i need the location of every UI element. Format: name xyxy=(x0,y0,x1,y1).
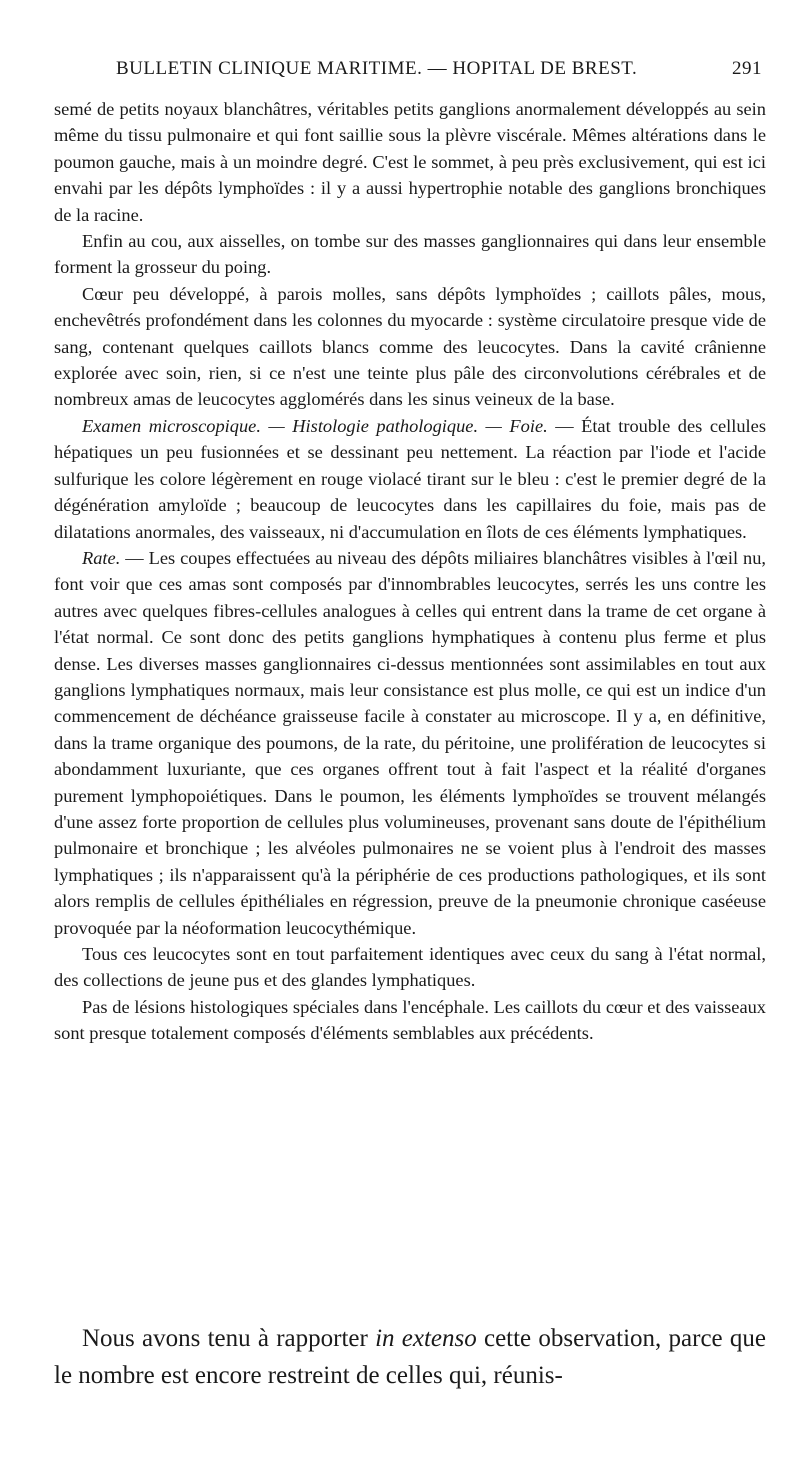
page-number: 291 xyxy=(732,58,762,79)
section-heading-spleen: Rate. xyxy=(82,547,121,568)
paragraph-leucocytes: Tous ces leucocytes sont en tout parfaitement identiques avec ceux du sang à l'état normal, des collections de jeune pus et des glandes lymphatiques. xyxy=(54,944,766,991)
body-text xyxy=(54,96,766,1047)
paragraph-spleen-histology xyxy=(54,545,766,941)
closing-text-italic: in extenso xyxy=(375,1325,477,1352)
section-heading-microscopic: Examen microscopique. — Histologie pathologique. — Foie. xyxy=(82,415,548,436)
paragraph-encephalon: Pas de lésions histologiques spéciales dans l'encéphale. Les caillots du cœur et des vaisseaux sont presque totalement composés d'éléments semblables aux précédents. xyxy=(54,996,766,1044)
paragraph-ganglionic-masses: Enfin au cou, aux aisselles, on tombe sur des masses ganglionnaires qui dans leur ensemble forment la grosseur du poing. xyxy=(54,231,766,278)
closing-text xyxy=(54,1320,766,1394)
closing-text-before: Nous avons tenu à rapporter xyxy=(82,1325,376,1352)
spleen-histology-text: — Les coupes effectuées au niveau des dépôts miliaires blanchâtres visibles à l'œil nu, font voir que ces amas sont composés par d'innombrables leucocytes, serrés les uns contre les autres avec quelques fibres-cellules analogues à celles qui entrent dans la trame de cet organe à l'état normal. Ce sont donc des petits ganglions hymphatiques à contenu plus ferme et plus dense. Les diverses masses ganglionnaires ci-dessus mentionnées sont assimilables en tout aux ganglions lymphatiques normaux, mais leur consistance est plus molle, ce qui est un indice d'un commencement de déchéance graisseuse facile à constater au microscope. Il y a, en définitive, dans la trame organique des poumons, de la rate, du péritoine, une prolifération de leucocytes si abondamment luxuriante, que ces organes offrent tout à fait l'aspect et la réalité d'organes purement lymphopoiétiques. Dans le poumon, les éléments lymphoïdes se trouvent mélangés d'une assez forte proportion de cellules plus volumineuses, provenant sans doute de l'épithélium pulmonaire et bronchique ; les alvéoles pulmonaires ne se voient plus à l'endroit des masses lymphatiques ; ils n'apparaissent qu'à la périphérie de ces productions pathologiques, et ils sont alors remplis de cellules épithéliales en régression, preuve de la pneumonie chronique caséeuse provoquée par la néoformation leucocythémique. xyxy=(54,547,766,938)
running-header xyxy=(62,58,762,86)
paragraph-heart-brain: Cœur peu développé, à parois molles, sans dépôts lymphoïdes ; caillots pâles, mous, enchevêtrés profondément dans les colonnes du myocarde : système circulatoire presque vide de sang, contenant quelques caillots blancs comme des leucocytes. Dans la cavité crânienne explorée avec soin, rien, si ce n'est une teinte plus pâle des circonvolutions cérébrales et de nombreux amas de leucocytes agglomérés dans les sinus veineux de la base. xyxy=(54,283,766,410)
closing-paragraph xyxy=(54,1320,766,1394)
closing-text-after: cette observation, parce que le nombre est encore restreint de celles qui, réunis- xyxy=(54,1325,766,1389)
paragraph-lung-description: semé de petits noyaux blanchâtres, véritables petits ganglions anormalement développés au sein même du tissu pulmonaire et qui font saillie sous la plèvre viscérale. Mêmes altérations dans le poumon gauche, mais à un moindre degré. C'est le sommet, à peu près exclusivement, qui est ici envahi par les dépôts lymphoïdes : il y a aussi hypertrophie notable des ganglions bronchiques de la racine. xyxy=(54,99,766,225)
running-title: BULLETIN CLINIQUE MARITIME. — HOPITAL DE BREST. xyxy=(116,58,638,79)
paragraph-liver-histology xyxy=(54,413,766,545)
liver-histology-text: — État trouble des cellules hépatiques un peu fusionnées et se dessinant peu nettement. La réaction par l'iode et l'acide sulfurique les colore légèrement en rouge violacé tirant sur le bleu : c'est le premier degré de la dégénération amyloïde ; beaucoup de leucocytes dans les capillaires du foie, mais pas de dilatations anormales, des vaisseaux, ni d'accumulation en îlots de ces éléments lymphatiques. xyxy=(54,415,766,542)
